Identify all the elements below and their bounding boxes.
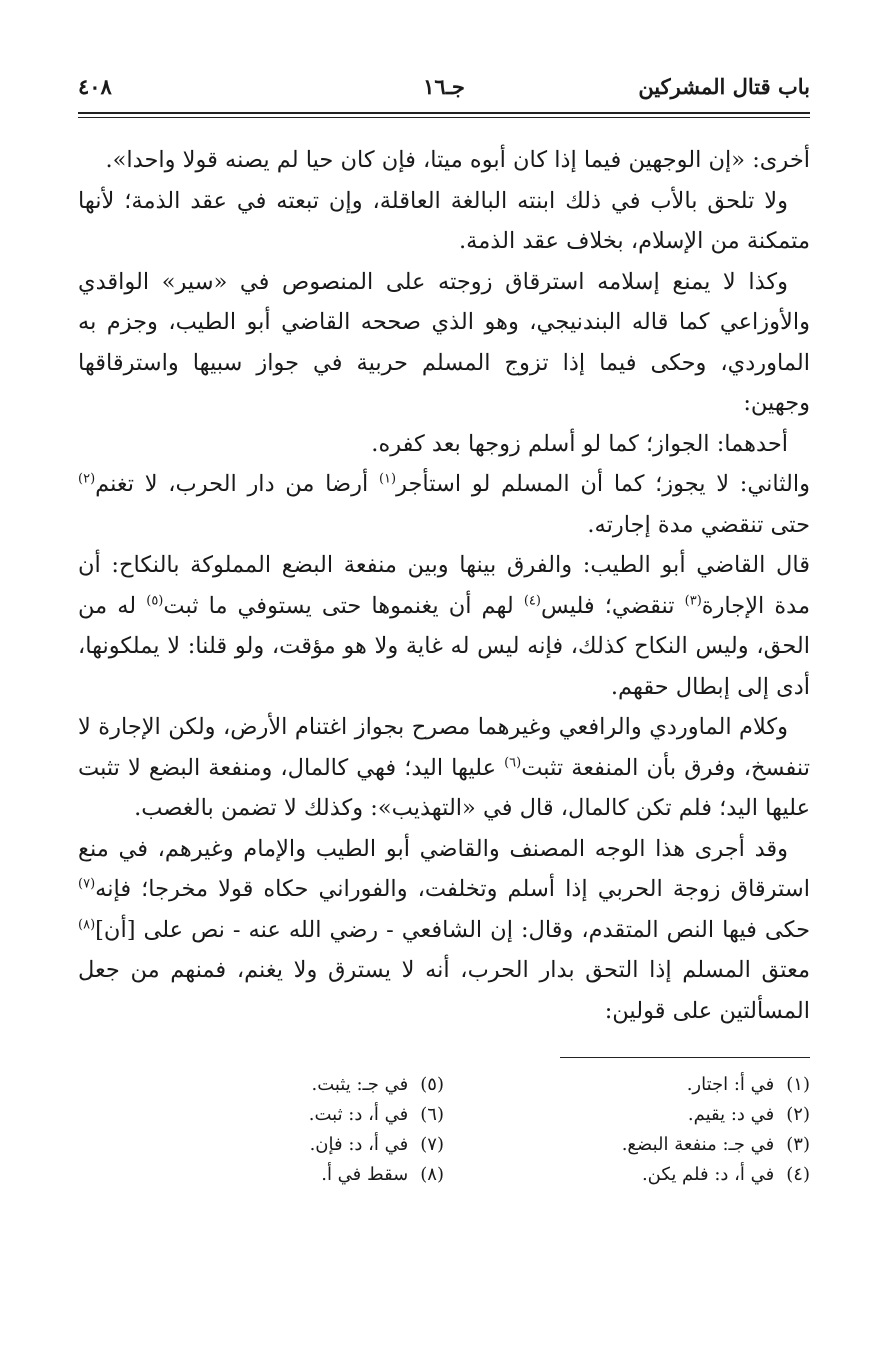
paragraph: ولا تلحق بالأب في ذلك ابنته البالغة العاقلة، وإن تبعته في عقد الذمة؛ لأنها متمكنة من الإسلام، بخلاف عقد الذمة. [78,187,810,254]
footnote-item [444,1160,810,1190]
paragraph [78,545,810,707]
footnote-text: في جـ: منفعة البضع. [621,1134,775,1155]
text-segment: وكلام الماوردي والرافعي وغيرهما مصرح بجواز اغتنام الأرض، ولكن الإجارة لا تنفسخ، وفرق بأن المنفعة تثبت [78,714,810,781]
text-segment: قال القاضي أبو الطيب: والفرق بينها وبين منفعة البضع المملوكة بالنكاح: أن مدة الإجارة [78,552,810,619]
paragraph [78,829,810,1032]
footnote-reference: (٦) [504,755,522,770]
footnote-number: (٦) [420,1104,444,1125]
footnote-number: (٤) [786,1164,810,1185]
footnote-item [78,1130,444,1160]
footnote-number: (١) [786,1074,810,1095]
footnote-item [444,1070,810,1100]
footnote-item [444,1130,810,1160]
paragraph: أخرى: «إن الوجهين فيما إذا كان أبوه ميتا، فإن كان حيا لم يصنه قولا واحدا». [105,147,810,173]
text-segment: حكى فيها النص المتقدم، وقال: إن الشافعي - رضي الله عنه - نص على [أن] [95,916,810,943]
main-text [78,140,810,1031]
text-segment: معتق المسلم إذا التحق بدار الحرب، أنه لا يسترق ولا يغنم، فمنهم من جعل المسألتين على قولين: [78,957,810,1024]
text-segment: لهم أن يغنموها حتى يستوفي ما ثبت [163,592,524,619]
text-segment: أرضا من دار الحرب، لا تغنم [95,471,379,497]
footnote-text: في أ، د: فإن. [309,1134,409,1155]
footnote-column-left [78,1070,444,1190]
footnote-number: (٨) [420,1164,444,1185]
text-segment: والثاني: لا يجوز؛ كما أن المسلم لو استأجر [396,471,810,497]
footnote-text: في أ: اجتار. [686,1074,775,1095]
footnote-reference: (٧) [78,876,96,892]
footnote-number: (٥) [420,1074,444,1095]
text-segment: تنقضي؛ فليس [540,592,685,619]
paragraph [78,707,810,829]
footnote-separator [560,1057,810,1058]
paragraph [78,464,810,545]
footnote-number: (٧) [420,1134,444,1155]
footnote-column-right [444,1070,810,1190]
footnote-text: في أ، د: ثبت. [308,1104,409,1125]
chapter-title: باب قتال المشركين [638,74,810,99]
text-segment: له من الحق، وليس النكاح كذلك، فإنه ليس له غاية ولا هو مؤقت، ولو قلنا: لا يملكونها، أدى إلى إبطال حقهم. [78,592,810,700]
footnote-item [78,1160,444,1190]
footnote-text: في د: يقيم. [687,1104,775,1125]
text-segment: عليها اليد؛ فهي كالمال، ومنفعة البضع لا تثبت عليها اليد؛ فلم تكن كالمال، قال في «التهذيب»: وكذلك لا تضمن بالغصب. [78,754,810,821]
page-number: ٤٠٨ [78,74,112,99]
footnote-text: سقط في أ. [321,1164,409,1185]
footnote-item [78,1070,444,1100]
footnote-reference: (٤) [523,593,541,608]
footnote-reference: (٨) [78,917,96,932]
footnote-text: في أ، د: فلم يكن. [641,1164,775,1185]
footnote-item [444,1100,810,1130]
text-segment: حتى تنقضي مدة إجارته. [587,511,810,538]
header-rule-thin [78,117,810,118]
footnote-text: في جـ: يثبت. [311,1074,409,1095]
footnote-item [78,1100,444,1130]
book-page [78,68,810,1318]
footnote-reference: (٢) [78,471,96,487]
footnote-reference: (١) [378,471,397,487]
footnote-reference: (٥) [146,593,164,608]
paragraph: وكذا لا يمنع إسلامه استرقاق زوجته على المنصوص في «سير» الواقدي والأوزاعي كما قاله البندنيجي، وهو الذي صححه القاضي أبو الطيب، وجزم به الماوردي، وحكى فيما إذا تزوج المسلم حربية في جواز سبيها واسترقاقها وجهين: [78,268,810,416]
footnote-number: (٢) [786,1104,810,1125]
footnote-number: (٣) [786,1134,810,1155]
paragraph: أحدهما: الجواز؛ كما لو أسلم زوجها بعد كفره. [371,430,788,457]
footnotes [78,1070,810,1190]
volume-number: جـ١٦ [423,74,465,99]
text-segment: وقد أجرى هذا الوجه المصنف والقاضي أبو الطيب والإمام وغيرهم، في منع استرقاق زوجة الحربي إذا أسلم وتخلفت، والفوراني حكاه قولا مخرجا؛ فإنه [78,835,810,902]
running-header [78,68,810,112]
header-rule-thick [78,112,810,114]
footnote-reference: (٣) [684,593,702,608]
